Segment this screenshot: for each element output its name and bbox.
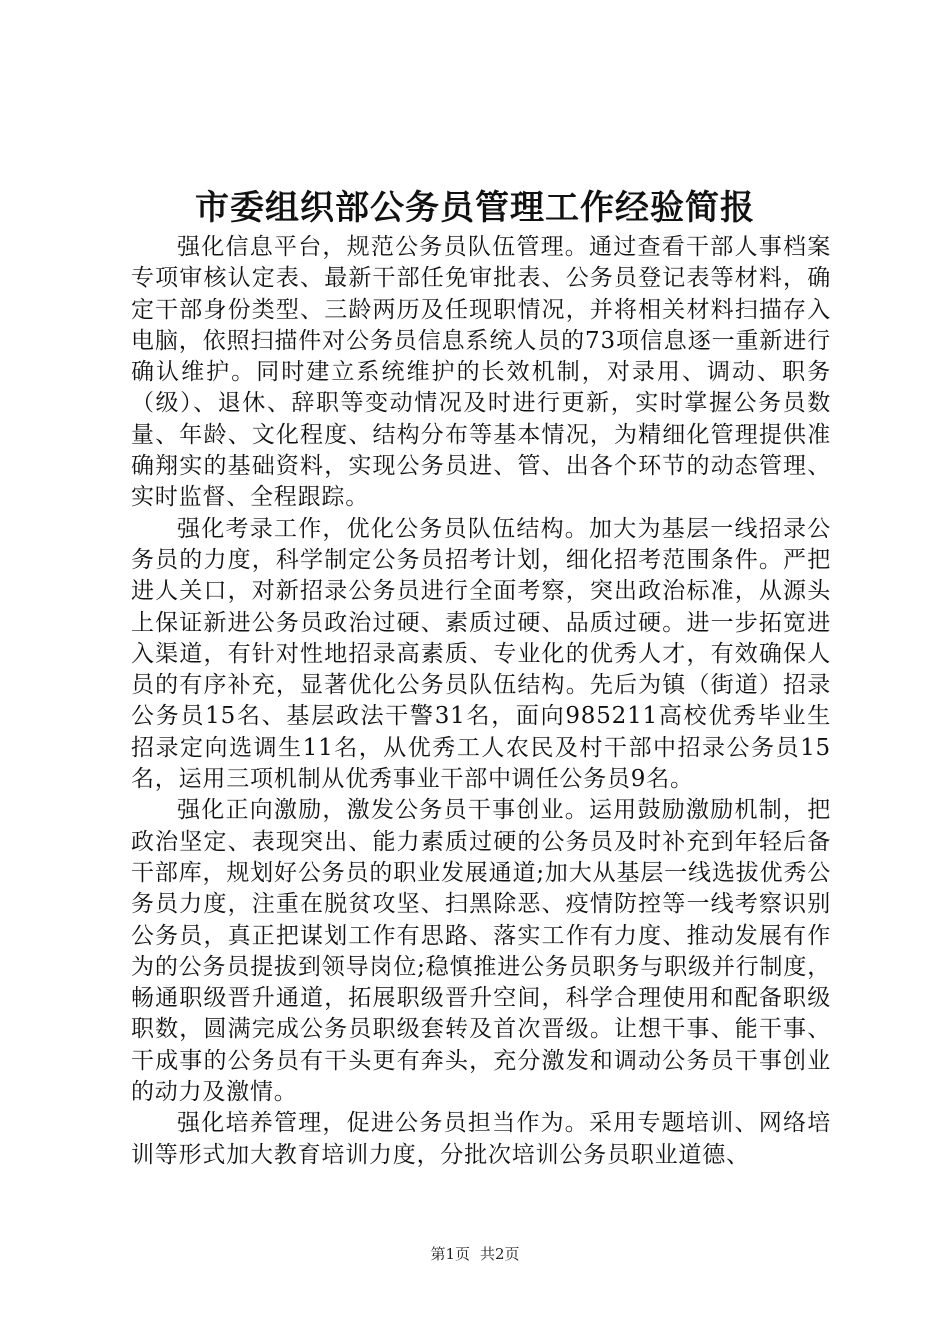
document-title: 市委组织部公务员管理工作经验简报 [195, 188, 755, 228]
document-body [131, 232, 831, 1171]
page-number: 第1页 [430, 1245, 470, 1263]
page-footer [0, 1244, 950, 1264]
paragraph-incentive: 强化正向激励，激发公务员干事创业。运用鼓励激励机制，把政治坚定、表现突出、能力素质过硬的公务员及时补充到年轻后备干部库，规划好公务员的职业发展通道;加大从基层一线选拔优秀公务员力度，注重在脱贫攻坚、扫黑除恶、疫情防控等一线考察识别公务员，真正把谋划工作有思路、落实工作有力度、推动发展有作为的公务员提拔到领导岗位;稳慎推进公务员职务与职级并行制度，畅通职级晋升通道，拓展职级晋升空间，科学合理使用和配备职级职数，圆满完成公务员职级套转及首次晋级。让想干事、能干事、干成事的公务员有干头更有奔头，充分激发和调动公务员干事创业的动力及激情。 [131, 797, 831, 1106]
paragraph-training: 强化培养管理，促进公务员担当作为。采用专题培训、网络培训等形式加大教育培训力度，分批次培训公务员职业道德、 [131, 1110, 831, 1168]
paragraph-recruitment: 强化考录工作，优化公务员队伍结构。加大为基层一线招录公务员的力度，科学制定公务员招考计划，细化招考范围条件。严把进人关口，对新招录公务员进行全面考察，突出政治标准，从源头上保证新进公务员政治过硬、素质过硬、品质过硬。进一步拓宽进入渠道，有针对性地招录高素质、专业化的优秀人才，有效确保人员的有序补充，显著优化公务员队伍结构。先后为镇（街道）招录公务员15名、基层政法干警31名，面向985211高校优秀毕业生招录定向选调生11名，从优秀工人农民及村干部中招录公务员15名，运用三项机制从优秀事业干部中调任公务员9名。 [131, 515, 831, 793]
page-total: 共2页 [480, 1245, 520, 1263]
paragraph-info-platform: 强化信息平台，规范公务员队伍管理。通过查看干部人事档案专项审核认定表、最新干部任免审批表、公务员登记表等材料，确定干部身份类型、三龄两历及任现职情况，并将相关材料扫描存入电脑，依照扫描件对公务员信息系统人员的73项信息逐一重新进行确认维护。同时建立系统维护的长效机制，对录用、调动、职务（级）、退休、辞职等变动情况及时进行更新，实时掌握公务员数量、年龄、文化程度、结构分布等基本情况，为精细化管理提供准确翔实的基础资料，实现公务员进、管、出各个环节的动态管理、实时监督、全程跟踪。 [131, 234, 831, 511]
